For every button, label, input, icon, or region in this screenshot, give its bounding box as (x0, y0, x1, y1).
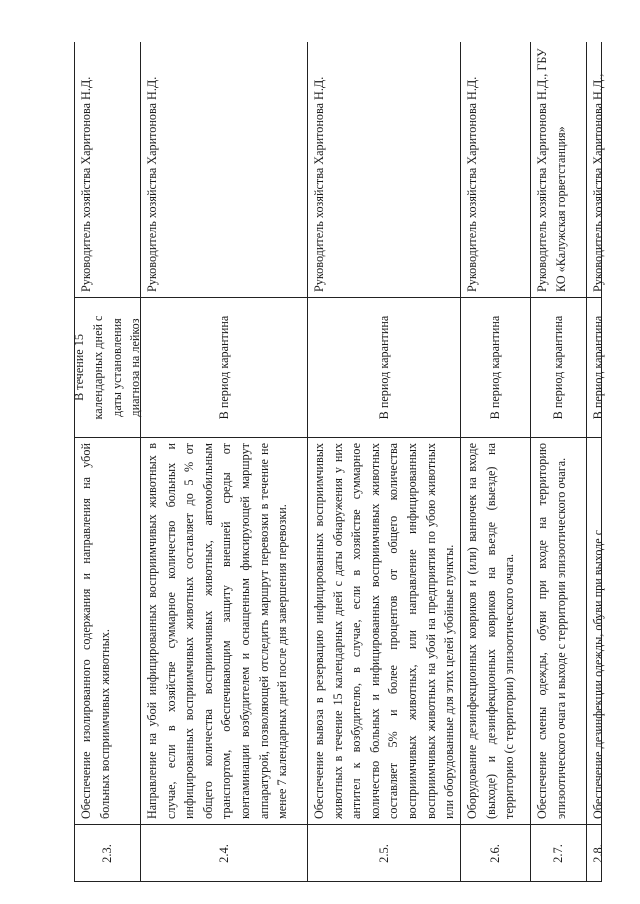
table-row (460, 42, 530, 882)
row-term: В период карантина (587, 297, 602, 437)
row-term: В период карантина (461, 297, 530, 437)
row-number: 2.7. (531, 824, 586, 882)
row-action: Направление на убой инфицированных восприимчивых животных в случае, если в хозяйстве суммарное количество больных и инфицированных восприимчивых животных составляет до 5 % от общего количества восприимчивых животных, автомобильным транспортом, обеспечивающим защиту внешней среды от контаминации возбудителем и оснащенным фиксирующей маршрут аппаратурой, позволяющей отследить маршрут перевозки в течение не менее 7 календарных дней после дня завершения перевозки. (141, 437, 307, 824)
row-number: 2.3. (75, 824, 140, 882)
row-action: Обеспечение смены одежды, обуви при входе на территорию эпизоотического очага и выходе с территории эпизоотического очага. (531, 437, 586, 824)
row-responsible: Руководитель хозяйства Харитонова Н.Д. (79, 76, 93, 292)
row-number: 2.6. (461, 824, 530, 882)
row-number: 2.5. (308, 824, 460, 882)
row-action: Обеспечение изолированного содержания и направления на убой больных восприимчивых животных. (75, 437, 140, 824)
row-number: 2.4. (141, 824, 307, 882)
table-row (72, 42, 143, 882)
row-responsible: Руководитель хозяйства Харитонова Н.Д., (591, 73, 605, 292)
table-viewport (72, 42, 605, 882)
table-row (586, 42, 605, 882)
table-row (530, 42, 586, 882)
row-term: В период карантина (141, 297, 307, 437)
row-action: Оборудование дезинфекционных ковриков и (или) ванночек на входе (выходе) и дезинфекционных ковриков на въезде (выезде) на территорию (с территории) эпизоотического очага. (461, 437, 530, 824)
table-row (140, 42, 307, 882)
row-action: Обеспечение вывоза в резервацию инфицированных восприимчивых животных в течение 15 календарных дней с даты обнаружения у них антител к возбудителю, в случае, если в хозяйстве суммарное количество больных и инфицированных восприимчивых животных составляет 5% и более процентов от общего количества восприимчивых животных, или направление инфицированных восприимчивых животных на убой на предприятия по убою животных или оборудованные для этих целей убойные пункты. (308, 437, 460, 824)
measures-table (72, 42, 605, 882)
row-number: 2.8. (587, 824, 602, 882)
row-term: В период карантина (308, 297, 460, 437)
row-term: В течение 15 календарных дней с даты установления диагноза на лейкоз (75, 297, 140, 437)
row-term: В период карантина (531, 297, 586, 437)
row-responsible: Руководитель хозяйства Харитонова Н.Д. (312, 76, 326, 292)
row-action: Обеспечение дезинфекции одежды, обуви при выходе с (587, 437, 602, 824)
table-row (307, 42, 460, 882)
row-responsible: Руководитель хозяйства Харитонова Н.Д. (465, 76, 479, 292)
row-responsible: Руководитель хозяйства Харитонова Н.Д. (145, 76, 159, 292)
row-responsible: Руководитель хозяйства Харитонова Н.Д., ГБУ КО «Калужская горветстанция» (535, 48, 568, 292)
